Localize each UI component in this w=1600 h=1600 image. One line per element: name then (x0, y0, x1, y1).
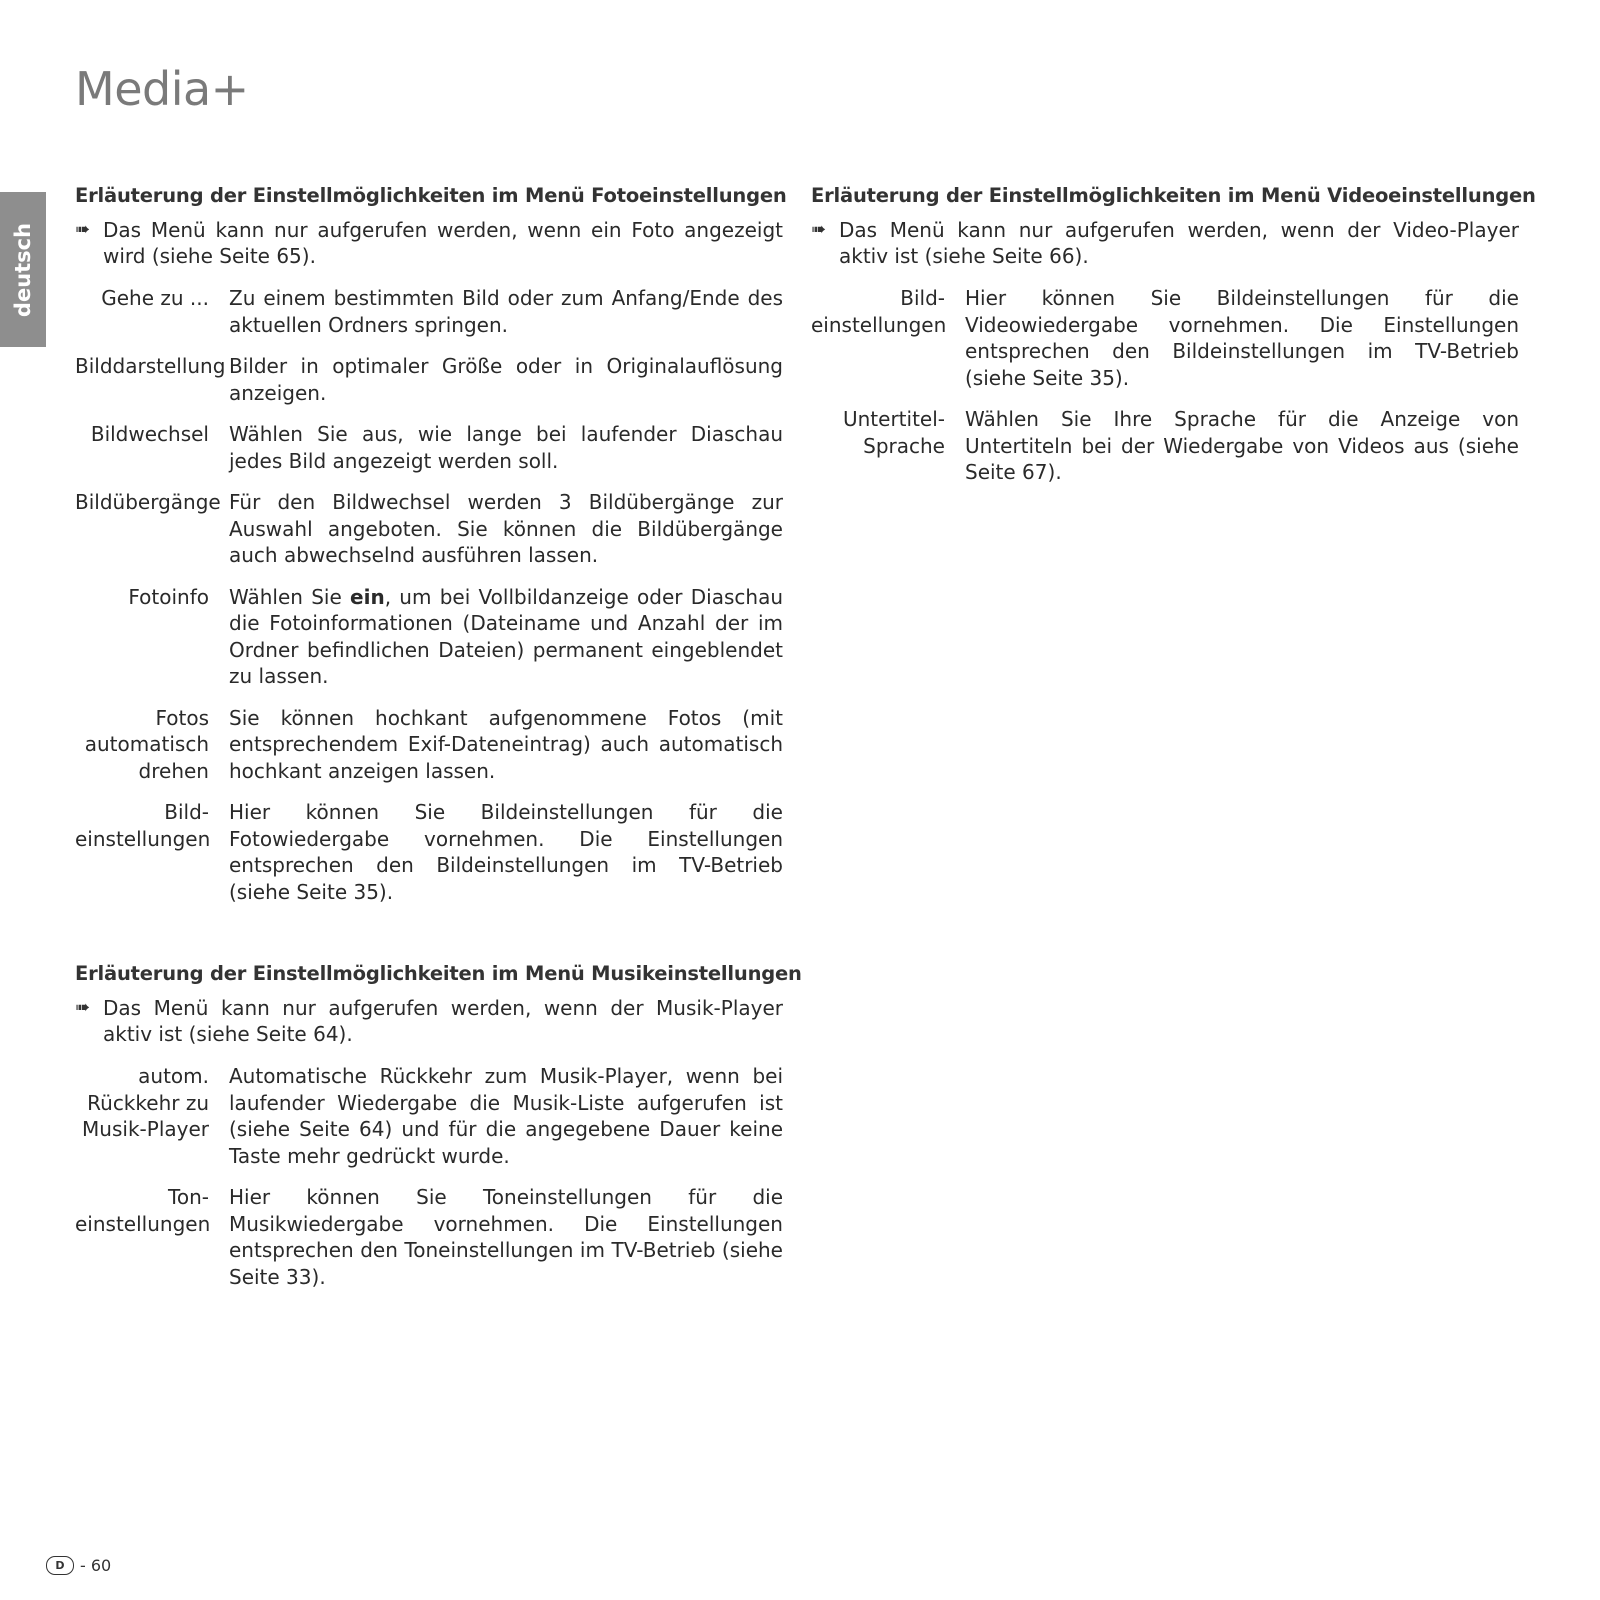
setting-entry (75, 421, 783, 474)
setting-entry (75, 705, 783, 785)
section-note (811, 217, 1519, 269)
setting-description (229, 584, 783, 690)
photo-entries (75, 285, 783, 905)
description-text: Wählen Sie (229, 584, 351, 609)
setting-entry (75, 353, 783, 406)
setting-term-line: Bild- (164, 800, 209, 824)
setting-term-line: Gehe zu ... (101, 286, 209, 310)
setting-entry (75, 1184, 783, 1290)
setting-term-line: Rückkehr zu (87, 1090, 209, 1115)
setting-entry (75, 1063, 783, 1169)
setting-term-line: Fotos (155, 705, 209, 730)
setting-description: Für den Bildwechsel werden 3 Bildübergänge zur Auswahl angeboten. Sie können die Bildübergänge auch abwechselnd ausführen lassen. (229, 490, 783, 567)
note-text: Das Menü kann nur aufgerufen werden, wenn der Video-Player aktiv ist (siehe Seite 66). (839, 218, 1519, 268)
setting-term (75, 584, 229, 690)
setting-entry (75, 489, 783, 569)
setting-term-line: Bilddarstellung (75, 354, 226, 378)
note-text: Das Menü kann nur aufgerufen werden, wenn der Musik-Player aktiv ist (siehe Seite 64). (103, 996, 783, 1046)
setting-term-line: Sprache (863, 433, 945, 458)
setting-description: Hier können Sie Bildeinstellungen für die Fotowiedergabe vornehmen. Die Einstellungen entsprechen den Bildeinstellungen im TV-Betrieb (siehe Seite 35). (229, 800, 783, 904)
setting-term (75, 799, 229, 905)
setting-term (75, 705, 229, 785)
setting-term (75, 421, 229, 474)
page-title: Media+ (75, 62, 249, 116)
setting-term-line: Bild- (900, 286, 945, 310)
section-note (75, 217, 783, 269)
setting-term (75, 353, 229, 406)
setting-term-line: automatisch (84, 732, 209, 756)
setting-term (75, 285, 229, 338)
setting-term-line: autom. (138, 1064, 209, 1088)
setting-term-line: Bildwechsel (90, 422, 209, 446)
setting-term-line: Bildübergänge (75, 490, 221, 514)
arrow-icon: ➠ (811, 219, 827, 240)
setting-term-line: drehen (138, 758, 209, 783)
description-emphasis: ein (350, 584, 385, 609)
setting-term-line: einstellungen (75, 1211, 211, 1236)
language-tab-label: deutsch (11, 222, 36, 317)
setting-term (75, 489, 229, 569)
language-tab (0, 192, 46, 347)
setting-entry (75, 584, 783, 690)
setting-term-line: Musik-Player (82, 1117, 209, 1141)
setting-entry (75, 285, 783, 338)
video-settings-section (811, 184, 1536, 501)
music-entries (75, 1063, 783, 1290)
setting-term (811, 285, 965, 391)
setting-description: Zu einem bestimmten Bild oder zum Anfang/Ende des aktuellen Ordners springen. (229, 286, 783, 337)
video-entries (811, 285, 1519, 486)
setting-description: Wählen Sie Ihre Sprache für die Anzeige von Untertiteln bei der Wiedergabe von Videos aus (siehe Seite 67). (965, 407, 1519, 484)
arrow-icon: ➠ (75, 997, 91, 1018)
language-badge: D (46, 1556, 74, 1575)
music-settings-section (75, 962, 802, 1305)
setting-description: Hier können Sie Bildeinstellungen für die Videowiedergabe vornehmen. Die Einstellungen entsprechen den Bildeinstellungen im TV-Betrieb (siehe Seite 35). (965, 286, 1519, 390)
setting-entry (811, 285, 1519, 391)
section-note (75, 995, 783, 1047)
setting-description: Automatische Rückkehr zum Musik-Player, wenn bei laufender Wiedergabe die Musik-Liste aufgerufen ist (siehe Seite 64) und für die angegebene Dauer keine Taste mehr gedrückt wurde. (229, 1064, 783, 1168)
setting-description: Hier können Sie Toneinstellungen für die Musikwiedergabe vornehmen. Die Einstellungen entsprechen den Toneinstellungen im TV-Betrieb (siehe Seite 33). (229, 1185, 783, 1289)
page-number: - 60 (80, 1556, 112, 1575)
setting-term-line: einstellungen (811, 312, 947, 337)
section-heading: Erläuterung der Einstellmöglichkeiten im Menü Fotoeinstellungen (75, 184, 787, 207)
section-heading: Erläuterung der Einstellmöglichkeiten im Menü Videoeinstellungen (811, 184, 1536, 207)
setting-term-line: Ton- (168, 1185, 209, 1209)
photo-settings-section (75, 184, 787, 920)
setting-term-line: einstellungen (75, 826, 211, 851)
setting-term (75, 1184, 229, 1290)
setting-entry (75, 799, 783, 905)
setting-description: Bilder in optimaler Größe oder in Originalauflösung anzeigen. (229, 354, 783, 405)
arrow-icon: ➠ (75, 219, 91, 240)
setting-term-line: Fotoinfo (128, 584, 209, 609)
setting-term (75, 1063, 229, 1169)
setting-entry (811, 406, 1519, 486)
setting-term (811, 406, 965, 486)
note-text: Das Menü kann nur aufgerufen werden, wenn ein Foto angezeigt wird (siehe Seite 65). (103, 218, 783, 268)
setting-term-line: Untertitel- (842, 407, 945, 431)
description-text: , um bei Vollbildanzeige oder Diaschau die Fotoinformationen (Dateiname und Anzahl der im Ordner befindlichen Dateien) permanent eingeblendet zu lassen. (229, 584, 783, 688)
setting-description: Sie können hochkant aufgenommene Fotos (mit entsprechendem Exif-Dateneintrag) auch automatisch hochkant anzeigen lassen. (229, 705, 783, 783)
setting-description: Wählen Sie aus, wie lange bei laufender Diaschau jedes Bild angezeigt werden soll. (229, 422, 783, 473)
page-footer (46, 1556, 111, 1575)
section-heading: Erläuterung der Einstellmöglichkeiten im Menü Musikeinstellungen (75, 962, 802, 985)
